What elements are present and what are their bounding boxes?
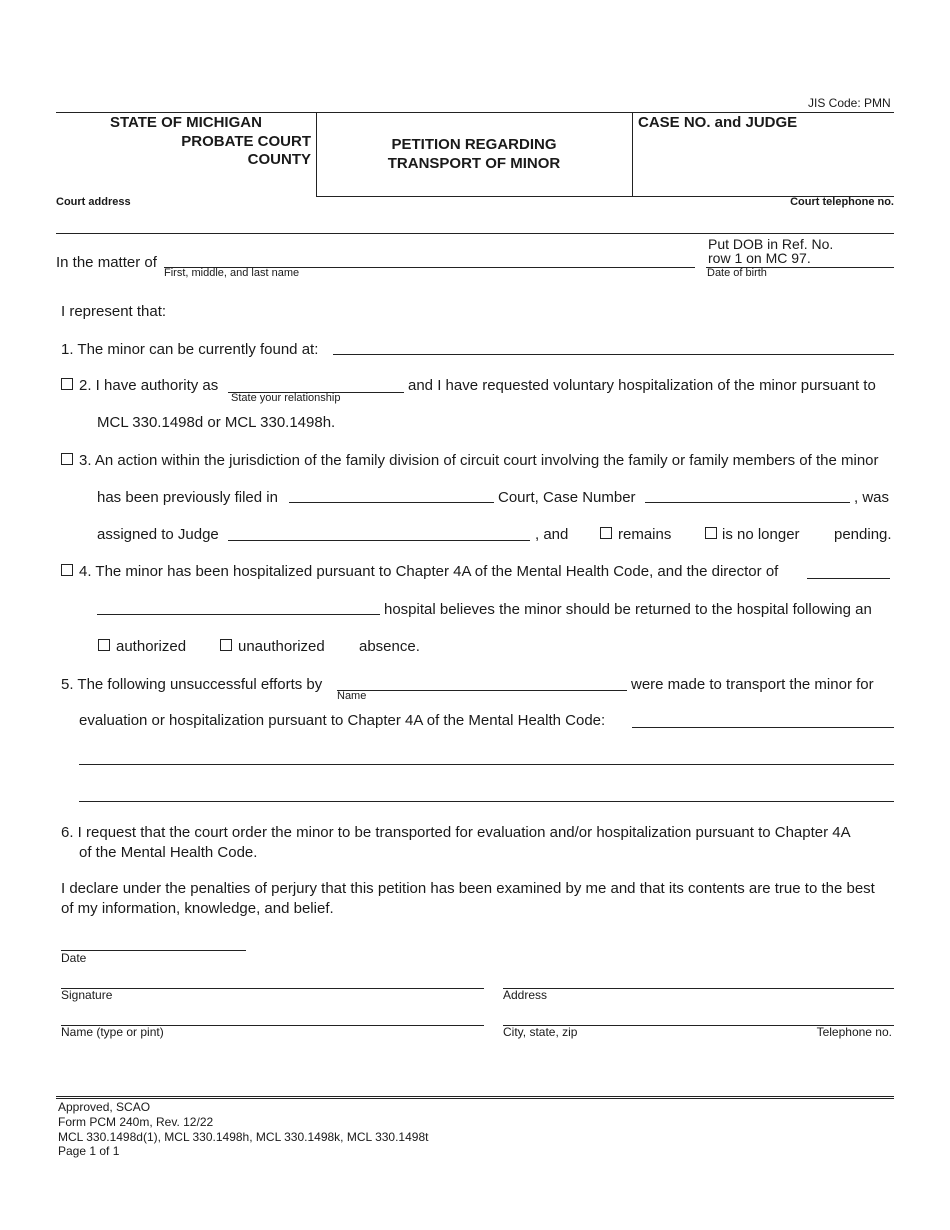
form-title-line2: TRANSPORT OF MINOR	[387, 155, 561, 172]
efforts-name-caption: Name	[337, 690, 367, 702]
date-caption: Date	[61, 951, 87, 965]
signature-field[interactable]	[61, 988, 484, 989]
efforts-field-line3[interactable]	[79, 801, 894, 802]
efforts-field-line2[interactable]	[79, 764, 894, 765]
efforts-field-line1[interactable]	[632, 727, 894, 728]
absence-label: absence.	[359, 638, 420, 655]
item3-text-a: 3. An action within the jurisdiction of the family division of circuit court involving the family or family members of the minor	[79, 452, 879, 469]
jis-code: JIS Code: PMN	[808, 96, 891, 110]
case-no-label: CASE NO. and JUDGE	[638, 114, 798, 131]
item2-text-b: and I have requested voluntary hospitalization of the minor pursuant to	[408, 377, 876, 394]
telephone-caption: Telephone no.	[816, 1025, 892, 1039]
item6-line2: of the Mental Health Code.	[79, 844, 258, 861]
address-caption: Address	[503, 988, 548, 1002]
state-label: STATE OF MICHIGAN	[110, 114, 262, 131]
county-label: COUNTY	[247, 151, 311, 168]
date-field[interactable]	[61, 950, 246, 951]
item3-text-c: Court, Case Number	[498, 489, 636, 506]
footer-rule-1	[56, 1096, 894, 1097]
pending-label: pending.	[834, 526, 892, 543]
dob-caption: Date of birth	[707, 267, 767, 279]
court-address-rule	[56, 233, 894, 234]
item2-text-a: 2. I have authority as	[79, 377, 219, 394]
authorized-label: authorized	[116, 638, 187, 655]
footer-form-number: Form PCM 240m, Rev. 12/22	[58, 1115, 214, 1129]
item3-text-f: , and	[535, 526, 569, 543]
relationship-caption: State your relationship	[231, 392, 341, 404]
footer-approved: Approved, SCAO	[58, 1100, 151, 1114]
form-title-line1: PETITION REGARDING	[391, 136, 557, 153]
court-phone-label: Court telephone no.	[790, 196, 894, 208]
unauthorized-label: unauthorized	[238, 638, 325, 655]
no-longer-label: is no longer	[722, 526, 800, 543]
efforts-by-name-field[interactable]	[337, 690, 627, 691]
no-longer-checkbox[interactable]	[705, 527, 717, 539]
dob-note-line1: Put DOB in Ref. No.	[708, 236, 834, 252]
minor-location-field[interactable]	[333, 354, 894, 355]
judge-field[interactable]	[228, 540, 530, 541]
court-label: PROBATE COURT	[181, 133, 311, 150]
header-divider-left	[316, 112, 317, 196]
item3-text-e: assigned to Judge	[97, 526, 219, 543]
matter-label: In the matter of	[56, 254, 157, 271]
footer-mcl: MCL 330.1498d(1), MCL 330.1498h, MCL 330.1498k, MCL 330.1498t	[58, 1130, 429, 1144]
footer-rule-2	[56, 1098, 894, 1099]
dob-note-line2: row 1 on MC 97.	[708, 250, 811, 266]
court-name-field[interactable]	[289, 502, 494, 503]
hospital-name-field[interactable]	[97, 614, 380, 615]
item1-text: 1. The minor can be currently found at:	[61, 341, 319, 358]
item5-text-a: 5. The following unsuccessful efforts by	[61, 676, 323, 693]
item6-line1: 6. I request that the court order the minor to be transported for evaluation and/or hospitalization pursuant to Chapter 4A	[61, 824, 851, 841]
item4-text-a: 4. The minor has been hospitalized pursuant to Chapter 4A of the Mental Health Code, and the director of	[79, 563, 779, 580]
header-divider-right	[632, 112, 633, 196]
remains-label: remains	[618, 526, 672, 543]
item2-checkbox[interactable]	[61, 378, 73, 390]
item3-checkbox[interactable]	[61, 453, 73, 465]
item5-text-b: were made to transport the minor for	[631, 676, 874, 693]
footer-page: Page 1 of 1	[58, 1144, 120, 1158]
item4-checkbox[interactable]	[61, 564, 73, 576]
item4-text-b: hospital believes the minor should be returned to the hospital following an	[384, 601, 872, 618]
director-field[interactable]	[807, 578, 890, 579]
remains-checkbox[interactable]	[600, 527, 612, 539]
item2-text-c: MCL 330.1498d or MCL 330.1498h.	[97, 414, 336, 431]
unauthorized-checkbox[interactable]	[220, 639, 232, 651]
court-address-label: Court address	[56, 196, 131, 208]
case-number-field[interactable]	[645, 502, 850, 503]
item5-text-c: evaluation or hospitalization pursuant to Chapter 4A of the Mental Health Code:	[79, 712, 606, 729]
minor-name-caption: First, middle, and last name	[164, 267, 300, 279]
declaration-line1: I declare under the penalties of perjury that this petition has been examined by me and that its contents are true to the best	[61, 880, 875, 897]
header-top-rule	[56, 112, 894, 113]
city-state-zip-caption: City, state, zip	[503, 1025, 578, 1039]
signature-caption: Signature	[61, 988, 113, 1002]
declaration-line2: of my information, knowledge, and belief.	[61, 900, 334, 917]
address-field[interactable]	[503, 988, 894, 989]
authorized-checkbox[interactable]	[98, 639, 110, 651]
intro-text: I represent that:	[61, 303, 167, 320]
item3-text-d: , was	[854, 489, 890, 506]
item3-text-b: has been previously filed in	[97, 489, 278, 506]
printed-name-caption: Name (type or pint)	[61, 1025, 164, 1039]
